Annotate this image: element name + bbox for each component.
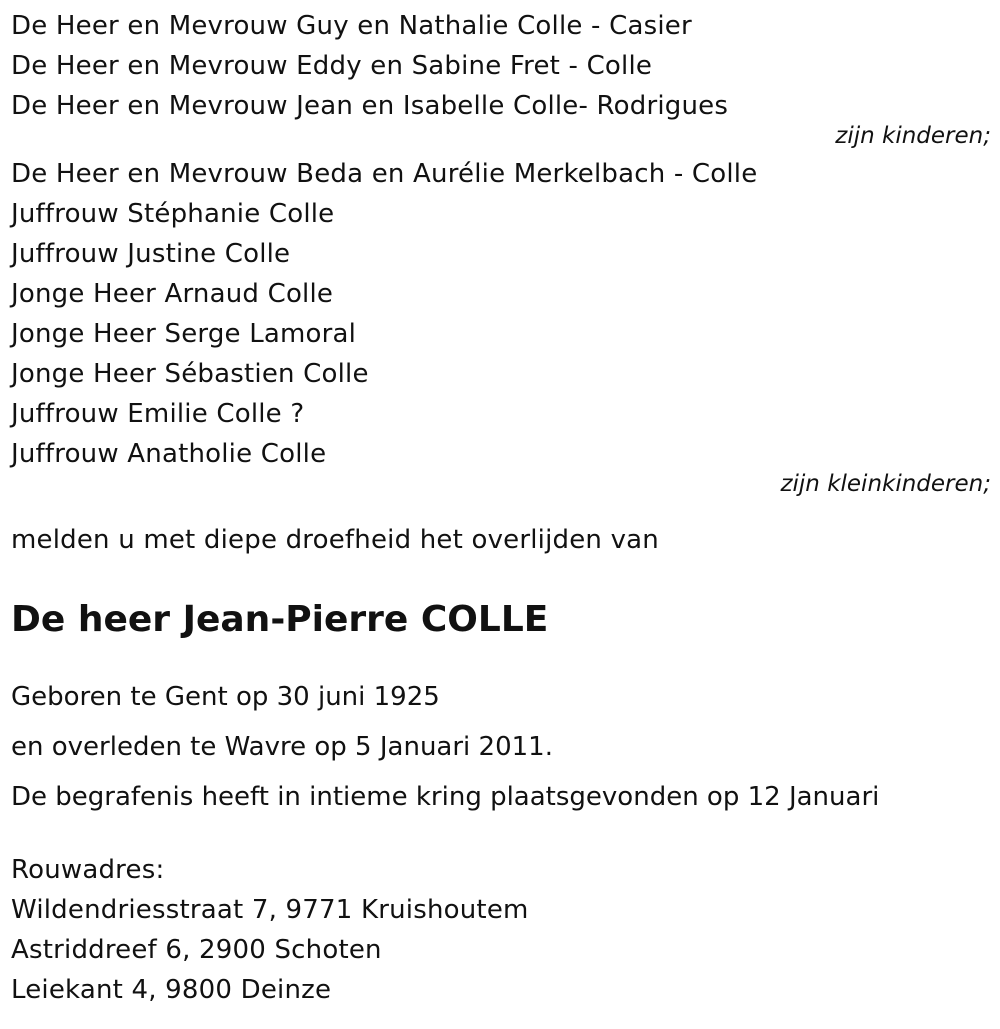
address-line: Astriddreef 6, 2900 Schoten	[11, 935, 382, 965]
death-line: en overleden te Wavre op 5 Januari 2011.	[11, 732, 553, 762]
grandchild-line: Juffrouw Emilie Colle ?	[11, 399, 305, 429]
children-list	[11, 6, 991, 126]
child-line: De Heer en Mevrouw Guy en Nathalie Colle - Casier	[11, 11, 692, 41]
birth-line: Geboren te Gent op 30 juni 1925	[11, 682, 440, 712]
announcement-text: melden u met diepe droefheid het overlijden van	[11, 525, 659, 555]
funeral-line: De begrafenis heeft in intieme kring plaatsgevonden op 12 Januari	[11, 782, 880, 812]
grandchild-line: Juffrouw Anatholie Colle	[11, 439, 327, 469]
details-block	[11, 672, 991, 822]
grandchildren-list	[11, 154, 991, 474]
address-block	[11, 850, 991, 1010]
children-note: zijn kinderen;	[835, 123, 991, 149]
grandchild-line: Jonge Heer Arnaud Colle	[11, 279, 334, 309]
deceased-name: De heer Jean-Pierre COLLE	[11, 599, 549, 640]
grandchild-line: Jonge Heer Sébastien Colle	[11, 359, 369, 389]
address-line: Leiekant 4, 9800 Deinze	[11, 975, 332, 1005]
address-line: Wildendriesstraat 7, 9771 Kruishoutem	[11, 895, 529, 925]
death-notice	[11, 6, 991, 1010]
grandchild-line: De Heer en Mevrouw Beda en Aurélie Merkelbach - Colle	[11, 159, 758, 189]
grandchildren-note: zijn kleinkinderen;	[780, 471, 991, 497]
grandchild-line: Juffrouw Justine Colle	[11, 239, 291, 269]
grandchild-line: Juffrouw Stéphanie Colle	[11, 199, 335, 229]
child-line: De Heer en Mevrouw Jean en Isabelle Colle- Rodrigues	[11, 91, 729, 121]
child-line: De Heer en Mevrouw Eddy en Sabine Fret - Colle	[11, 51, 653, 81]
address-heading: Rouwadres:	[11, 855, 165, 885]
grandchild-line: Jonge Heer Serge Lamoral	[11, 319, 357, 349]
